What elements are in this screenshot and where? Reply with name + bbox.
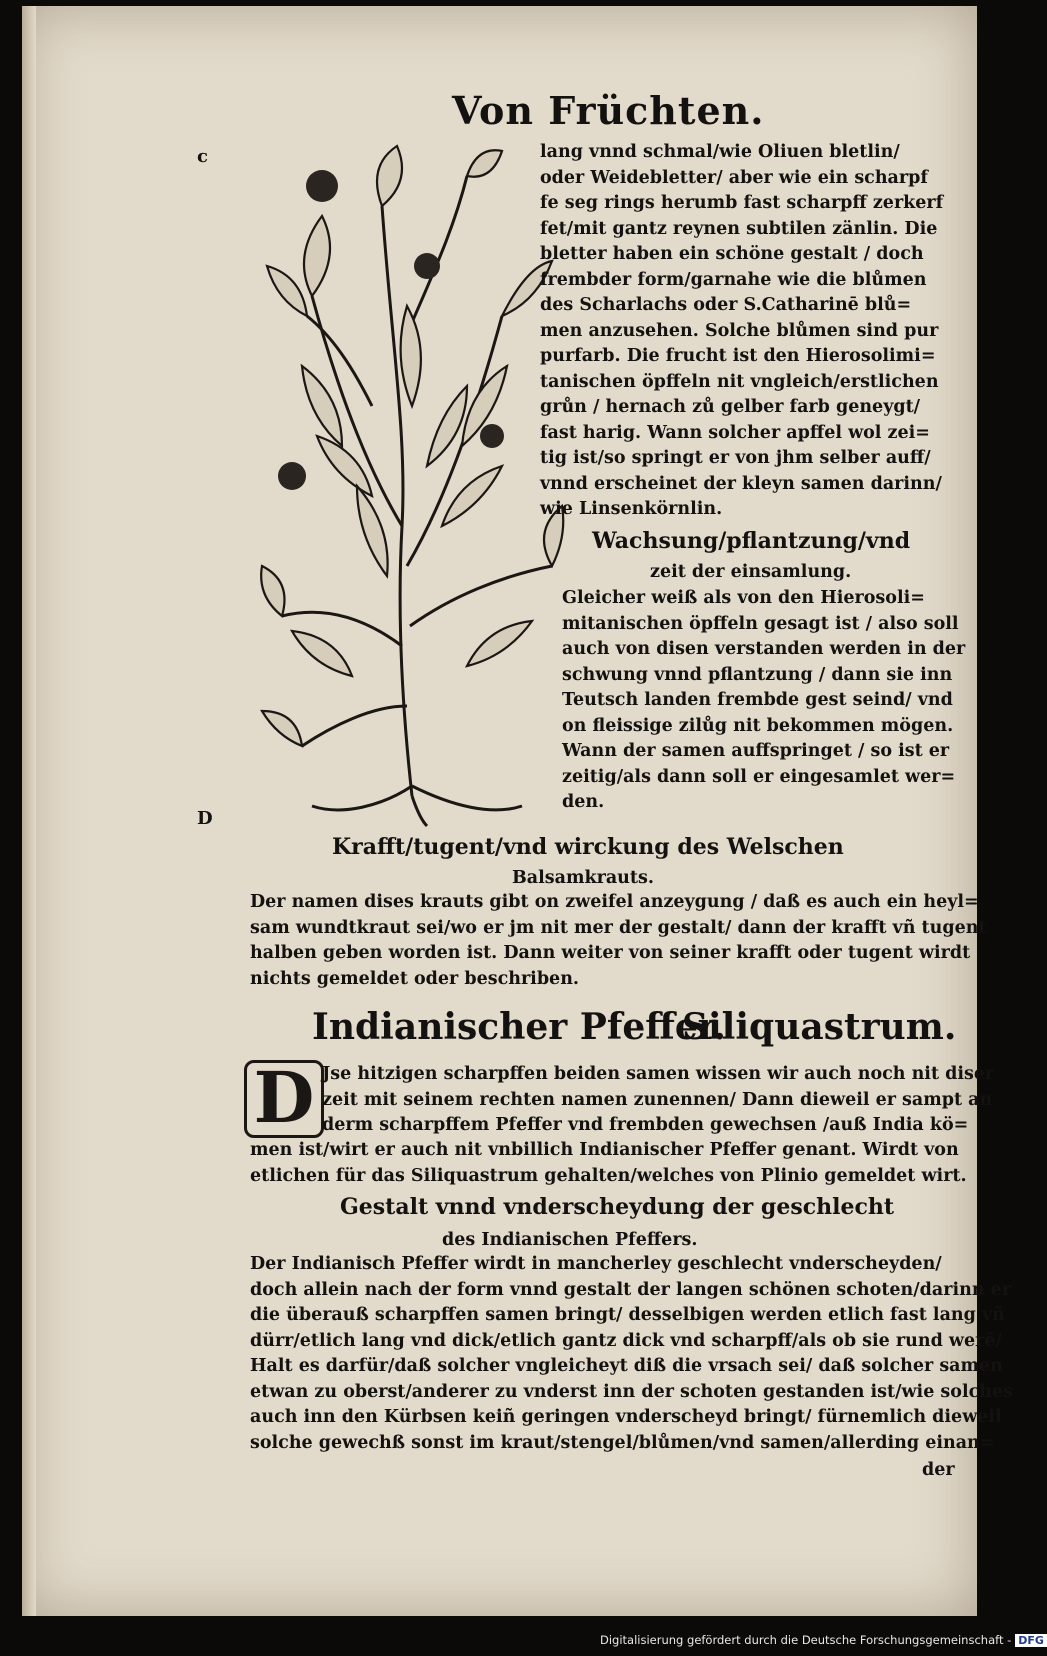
text-line: schwung vnnd pflantzung / dann sie inn xyxy=(562,664,953,685)
section-3-text xyxy=(250,1252,1013,1456)
text-line: nichts gemeldet oder beschriben. xyxy=(250,968,580,989)
text-line: wie Linsenkörnlin. xyxy=(540,499,723,519)
text-line: on fleissige zilůg nit bekommen mögen. xyxy=(562,715,954,736)
section-1-text xyxy=(562,586,965,816)
text-line: fet/mit gantz reynen subtilen zänlin. Die xyxy=(540,218,938,239)
text-line: oder Weidebletter/ aber wie ein scharpf xyxy=(540,167,928,188)
text-line: purfarb. Die frucht ist den Hierosolimi= xyxy=(540,346,936,366)
page-header-title: Von Früchten. xyxy=(452,88,765,133)
text-line: fe seg rings herumb fast scharpff zerkerf xyxy=(540,193,944,213)
text-line: Teutsch landen frembde gest seind/ vnd xyxy=(562,690,953,710)
text-line: men ist/wirt er auch nit vnbillich Indianischer Pfeffer genant. Wirdt von xyxy=(250,1140,959,1160)
text-line: fast harig. Wann solcher apffel wol zei= xyxy=(540,422,930,443)
text-line: auch von disen verstanden werden in der xyxy=(562,639,966,659)
decorated-initial-icon: D xyxy=(244,1060,324,1138)
margin-letter-c: c xyxy=(197,146,208,167)
section-1-title: Wachsung/pflantzung/vnd xyxy=(592,528,911,554)
text-line: etlichen für das Siliquastrum gehalten/welches von Plinio gemeldet wirt. xyxy=(250,1165,967,1186)
text-line: Gleicher weiß als von den Hierosoli= xyxy=(562,588,925,608)
text-line: men anzusehen. Solche blůmen sind pur xyxy=(540,320,939,341)
section-2-title: Krafft/tugent/vnd wirckung des Welschen xyxy=(332,834,844,860)
text-line: tanischen öpffeln nit vngleich/erstlichen xyxy=(540,371,939,392)
section-2-subtitle: Balsamkrauts. xyxy=(512,868,654,888)
text-line: dürr/etlich lang vnd dick/etlich gantz dick vnd scharpff/als ob sie rund werē/ xyxy=(250,1330,1002,1351)
page-edge-shadow xyxy=(22,6,36,1616)
section-2-text xyxy=(250,890,987,992)
text-line: des Scharlachs oder S.Catharinē blů= xyxy=(540,295,912,315)
text-line: etwan zu oberst/anderer zu vnderst inn der schoten gestanden ist/wie solches xyxy=(250,1381,1013,1402)
margin-letter-d: D xyxy=(197,808,213,829)
footer-text: Digitalisierung gefördert durch die Deutsche Forschungsgemeinschaft - xyxy=(600,1633,1012,1647)
text-line: Wann der samen auffspringet / so ist er xyxy=(562,741,950,761)
digitization-footer xyxy=(600,1633,1047,1647)
chapter-intro-text-cont xyxy=(250,1138,967,1189)
text-line: Halt es darfür/daß solcher vngleicheyt diß die vrsach sei/ daß solcher samen xyxy=(250,1356,1003,1376)
text-line: auch inn den Kürbsen keiñ geringen vnderscheyd bringt/ fürnemlich dieweil xyxy=(250,1407,1002,1427)
chapter-title-left: Indianischer Pfeffer. xyxy=(312,1006,726,1048)
text-line: doch allein nach der form vnnd gestalt der langen schönen schoten/darinn er xyxy=(250,1279,1012,1300)
text-line: mitanischen öpffeln gesagt ist / also soll xyxy=(562,613,959,634)
text-line: Der Indianisch Pfeffer wirdt in mancherley geschlecht vnderscheyden/ xyxy=(250,1254,942,1274)
text-line: den. xyxy=(562,792,605,812)
text-line: Jse hitzigen scharpffen beiden samen wissen wir auch noch nit diser xyxy=(322,1064,995,1084)
text-line: halben geben worden ist. Dann weiter von seiner krafft oder tugent wirdt xyxy=(250,943,971,963)
section-3-subtitle: des Indianischen Pfeffers. xyxy=(442,1230,698,1250)
book-page xyxy=(22,6,1013,1616)
text-line: Der namen dises krauts gibt on zweifel anzeygung / daß es auch ein heyl= xyxy=(250,892,979,912)
chapter-intro-text xyxy=(322,1062,994,1139)
text-line: zeitig/als dann soll er eingesamlet wer= xyxy=(562,766,956,787)
text-line: bletter haben ein schöne gestalt / doch xyxy=(540,244,924,264)
catchword: der xyxy=(922,1460,955,1480)
text-line: die überauß scharpffen samen bringt/ desselbigen werden etlich fast lang vñ xyxy=(250,1305,1005,1325)
chapter-title-right: Siliquastrum. xyxy=(682,1006,957,1048)
text-line: grůn / hernach zů gelber farb geneygt/ xyxy=(540,397,921,417)
section-1-subtitle: zeit der einsamlung. xyxy=(650,562,852,582)
top-text-block xyxy=(540,140,943,523)
text-line: zeit mit seinem rechten namen zunennen/ Dann dieweil er sampt an xyxy=(322,1089,993,1110)
text-line: solche gewechß sonst im kraut/stengel/blůmen/vnd samen/allerding einan= xyxy=(250,1432,995,1453)
section-3-title: Gestalt vnnd vnderscheydung der geschlecht xyxy=(340,1194,894,1220)
text-line: vnnd erscheinet der kleyn samen darinn/ xyxy=(540,473,942,494)
dfg-logo[interactable]: DFG xyxy=(1015,1634,1047,1647)
text-line: lang vnnd schmal/wie Oliuen bletlin/ xyxy=(540,142,900,162)
text-line: frembder form/garnahe wie die blůmen xyxy=(540,269,927,290)
plant-woodcut-icon xyxy=(252,146,572,826)
text-line: tig ist/so springt er von jhm selber auff/ xyxy=(540,448,931,468)
text-line: derm scharpffem Pfeffer vnd frembden gewechsen /auß India kö= xyxy=(322,1115,969,1135)
text-line: sam wundtkraut sei/wo er jm nit mer der gestalt/ dann der krafft vñ tugent xyxy=(250,917,987,938)
